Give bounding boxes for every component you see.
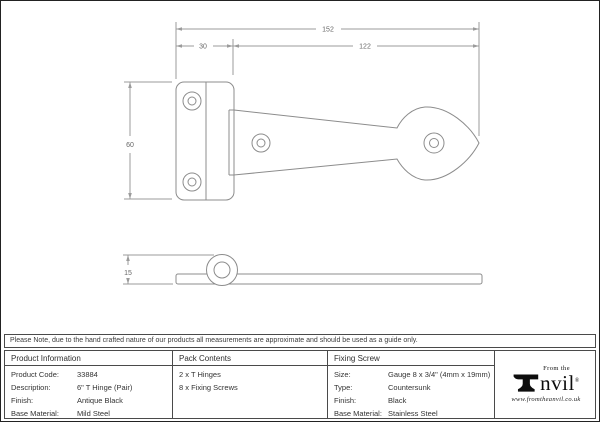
spec-table — [4, 350, 596, 419]
fixing-screw-column — [327, 351, 494, 418]
measurement-note: Please Note, due to the hand crafted nature of our products all measurements are approximate and should be used as a guide only. — [4, 334, 596, 348]
table-row — [5, 394, 172, 407]
hinge-strap — [234, 107, 479, 180]
table-row — [328, 407, 494, 420]
pack-item-hinges: 2 x T Hinges — [179, 370, 221, 379]
base-material-label: Base Material: — [11, 409, 59, 418]
screw-type-value: Countersunk — [388, 383, 431, 392]
screw-base-material-label: Base Material: — [334, 409, 382, 418]
table-row — [328, 381, 494, 394]
hinge-knuckle — [207, 255, 238, 286]
dim-strap-length-label: 122 — [359, 43, 371, 51]
screw-hole — [183, 173, 201, 191]
description-label: Description: — [11, 383, 51, 392]
dim-total-width-label: 152 — [322, 26, 334, 34]
table-row — [5, 368, 172, 381]
screw-finish-value: Black — [388, 396, 407, 405]
base-material-value: Mild Steel — [77, 409, 110, 418]
logo-website: www.fromtheanvil.co.uk — [511, 396, 581, 404]
description-value: 6" T Hinge (Pair) — [77, 383, 133, 392]
product-code-label: Product Code: — [11, 370, 59, 379]
screw-hole — [252, 134, 270, 152]
hinge-plate — [176, 82, 234, 200]
table-row — [328, 368, 494, 381]
list-item — [173, 381, 327, 394]
screw-size-value: Gauge 8 x 3/4" (4mm x 19mm) — [388, 370, 491, 379]
fixing-screw-header: Fixing Screw — [334, 354, 380, 363]
logo-tagline: From the — [543, 364, 570, 372]
logo-brand-rest: nvil — [540, 371, 575, 396]
screw-size-label: Size: — [334, 370, 351, 379]
screw-hole — [424, 133, 444, 153]
pack-contents-header: Pack Contents — [179, 354, 232, 363]
hinge-front-view — [176, 82, 479, 200]
dim-plate-height-label: 60 — [126, 142, 134, 149]
pack-item-screws: 8 x Fixing Screws — [179, 383, 238, 392]
list-item — [173, 368, 327, 381]
registered-mark: ® — [574, 378, 580, 385]
anvil-logo — [495, 351, 597, 418]
product-information-column — [5, 351, 172, 418]
dim-side-height-label: 15 — [124, 270, 132, 277]
table-row — [328, 394, 494, 407]
product-code-value: 33884 — [77, 370, 98, 379]
finish-label: Finish: — [11, 396, 34, 405]
finish-value: Antique Black — [77, 396, 123, 405]
dimension-arrowheads — [126, 27, 479, 284]
screw-hole — [183, 92, 201, 110]
screw-type-label: Type: — [334, 383, 353, 392]
hinge-side-view — [176, 255, 482, 286]
anvil-icon — [512, 371, 539, 394]
screw-finish-label: Finish: — [334, 396, 357, 405]
table-row — [5, 407, 172, 420]
logo-brand-text — [540, 373, 580, 394]
product-information-header: Product Information — [11, 354, 81, 363]
dimension-labels — [124, 27, 371, 278]
pack-contents-column — [172, 351, 327, 418]
table-row — [5, 381, 172, 394]
brand-logo-cell — [494, 351, 597, 418]
screw-base-material-value: Stainless Steel — [388, 409, 438, 418]
technical-drawing — [1, 1, 600, 331]
dim-plate-width-label: 30 — [199, 43, 207, 51]
